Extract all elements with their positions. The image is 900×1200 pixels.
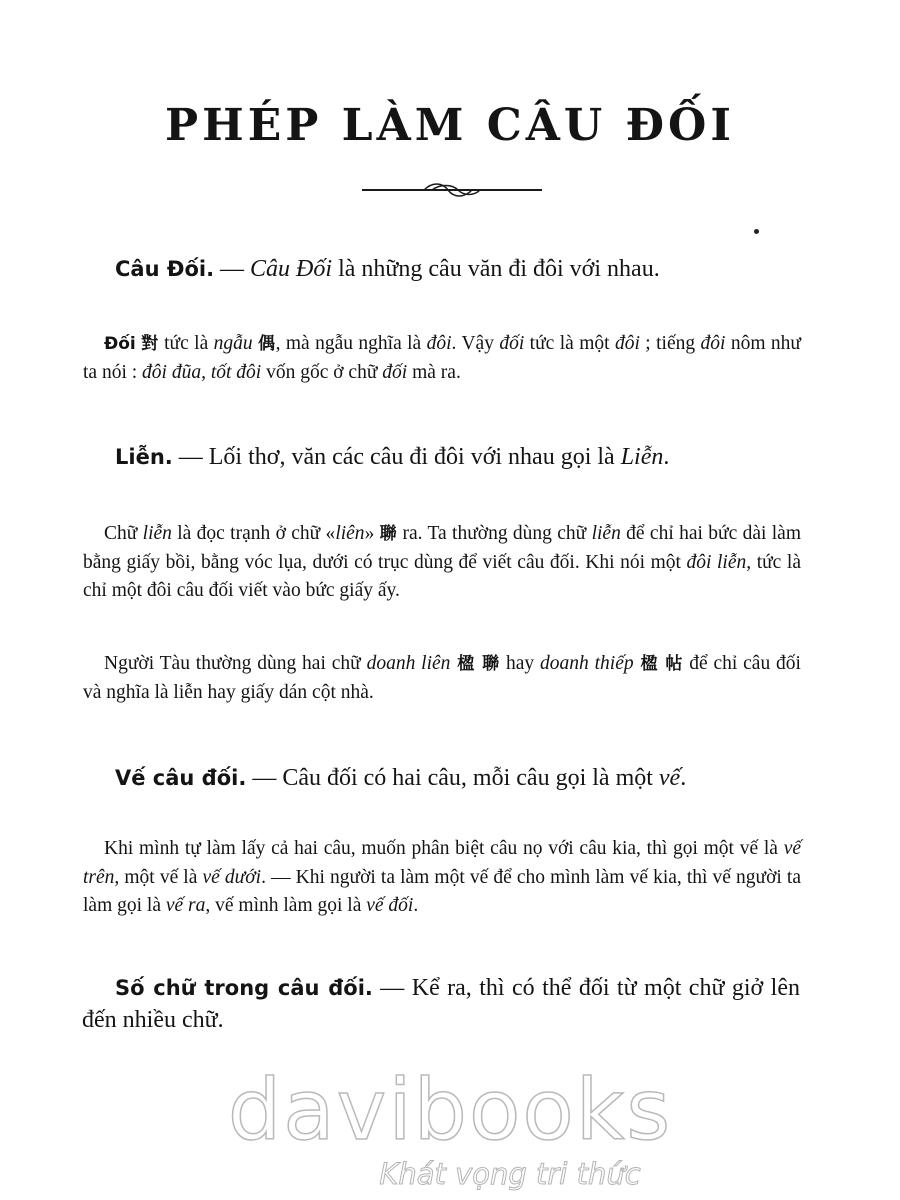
text-span: tức là chỉ một đôi câu đối viết vào bức giấy ấy. [83, 551, 801, 601]
han-characters: 楹 帖 [633, 654, 684, 674]
term-lien: Liễn. [115, 445, 173, 469]
text-span: hay [500, 653, 541, 674]
text-span: Khi mình tự làm lấy cả hai câu, muốn phân biệt câu nọ với câu kia, thì gọi một vế là [104, 838, 784, 859]
italic-span: đôi đũa, tốt đôi [142, 361, 262, 383]
italic-span: doanh liên [366, 653, 451, 674]
text-span: . [680, 765, 687, 791]
watermark-slogan: Khát vọng tri thức [379, 1157, 641, 1191]
term-cau-doi: Câu Đối. [115, 257, 215, 281]
text-span: . Vậy [451, 333, 500, 354]
han-character: 對 [141, 334, 159, 354]
paragraph-ve-cau-doi [82, 762, 800, 794]
text-span: tức là [158, 333, 214, 354]
italic-span: vế ra [165, 895, 206, 916]
chapter-title: PHÉP LÀM CÂU ĐỐI [165, 100, 735, 151]
italic-span: đôi liễn, [686, 551, 752, 573]
text-span: để chỉ hai bức dài làm bằng giấy bồi, bằng vóc lụa, dưới có trục dùng để viết câu đối. Khi nói một [83, 523, 801, 573]
watermark-logo: davibooks [227, 1061, 673, 1159]
term-so-chu: Số chữ trong câu đối. [115, 976, 373, 1000]
text-span: mà ra. [407, 361, 461, 383]
italic-span: vế trên [83, 838, 801, 888]
text-span: , một vế là [114, 866, 203, 888]
definition-text: Lối thơ, văn các câu đi đôi với nhau gọi là [208, 444, 621, 470]
text-span: để chỉ câu đối và nghĩa là liễn hay giấy dán cột nhà. [83, 653, 801, 703]
text-span: vốn gốc ở chữ [261, 361, 383, 383]
em-dash: — [172, 444, 209, 470]
italic-span: doanh thiếp [540, 653, 634, 674]
italic-span: đôi [426, 333, 452, 354]
han-character: 偶 [258, 334, 276, 354]
paragraph-so-chu [82, 972, 800, 1036]
paragraph-cau-doi [82, 253, 800, 285]
text-span: là đọc trạnh ở chữ « [171, 523, 336, 544]
definition-text: Câu đối có hai câu, mỗi câu gọi là một [282, 765, 659, 791]
title-ornament-divider [362, 180, 542, 200]
han-characters: 楹 聯 [450, 654, 501, 674]
italic-term: vế [658, 765, 681, 791]
definition-text: Kể ra, thì có thể đối từ một chữ giở lên đến nhiều chữ. [82, 975, 800, 1033]
italic-span: đối [382, 361, 408, 383]
italic-span: vế đối [366, 895, 414, 916]
text-span: ra. Ta thường dùng chữ [397, 523, 592, 544]
text-span: , vế mình làm gọi là [205, 895, 367, 916]
text-span: . [663, 444, 670, 470]
italic-span: liễn [142, 523, 172, 544]
paragraph-doi-explain [83, 330, 801, 387]
term-ve-cau-doi: Vế câu đối. [115, 766, 247, 790]
italic-term: Câu Đối [250, 256, 333, 282]
paragraph-ve-explain [83, 835, 801, 921]
text-span: , mà ngẫu nghĩa là [275, 333, 427, 354]
italic-span: ngẫu [213, 333, 253, 354]
em-dash: — [214, 256, 251, 282]
paragraph-doanh-lien [83, 650, 801, 707]
italic-span: đôi [614, 333, 640, 354]
text-span: . [413, 895, 419, 916]
em-dash: — [372, 975, 412, 1001]
definition-text: là những câu văn đi đôi với nhau. [332, 256, 660, 282]
em-dash: — [246, 765, 283, 791]
term-doi: Đối [104, 334, 136, 354]
text-span: nôm như ta nói : [83, 333, 801, 383]
italic-span: đôi [700, 333, 726, 354]
italic-span: liễn [591, 523, 621, 544]
italic-span: đối [499, 333, 525, 354]
text-span: . — Khi người ta làm một vế để cho mình làm vế kia, thì vế người ta làm gọi là [83, 866, 801, 916]
paragraph-lien [82, 441, 800, 473]
han-character: 聯 [379, 524, 398, 544]
text-span: ; tiếng [639, 333, 701, 354]
text-span: tức là một [524, 333, 615, 354]
print-speck [754, 229, 759, 234]
paragraph-lien-explain [83, 520, 801, 606]
italic-span: liên [335, 523, 365, 544]
text-span: Chữ [104, 523, 143, 544]
italic-span: vế dưới [202, 866, 262, 888]
text-span: » [364, 523, 380, 544]
italic-term: Liễn [620, 444, 664, 470]
text-span: Người Tàu thường dùng hai chữ [104, 653, 367, 674]
